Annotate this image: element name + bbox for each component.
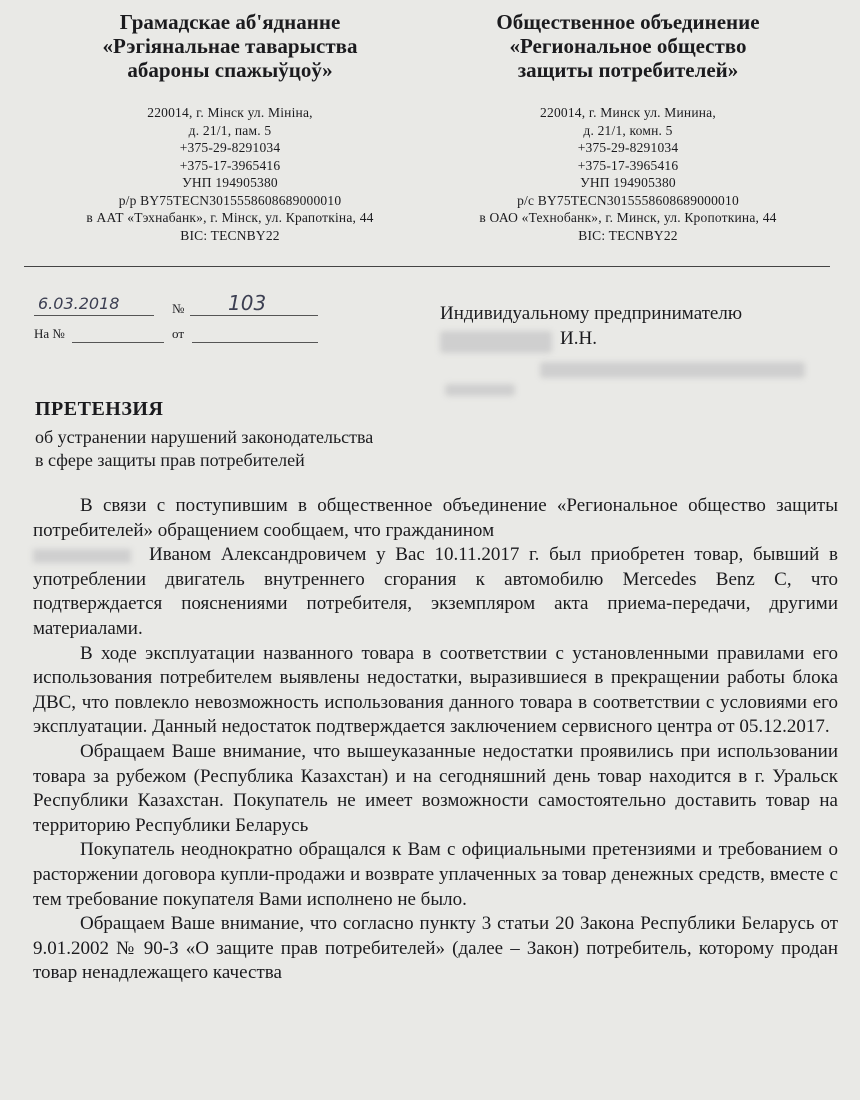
header-right [448,10,808,244]
org-address [60,104,400,244]
bic-line: BIC: TECNBY22 [578,227,678,243]
document-title: ПРЕТЕНЗИЯ [35,398,164,420]
reference-label: На № [34,326,65,341]
letter-body [33,494,838,986]
bic-line: BIC: TECNBY22 [180,227,280,243]
number-underline [190,315,318,316]
account-line: р/с BY75TECN3015558608689000010 [517,192,739,208]
org-name-line: Грамадскае аб'яднанне [119,10,341,34]
reference-underline [72,342,164,343]
phone-line: +375-29-8291034 [179,140,281,155]
document-subtitle: в сфере защиты прав потребителей [35,450,305,470]
body-paragraph: Обращаем Ваше внимание, что согласно пункту 3 статьи 20 Закона Республики Беларусь от 9.01.2002 № 90-З «О защите прав потребителей» (далее – Закон) потребитель, которому продан товар ненадлежащего качества [33,913,838,984]
body-text-span: Иваном Александровичем у Вас 10.11.2017 г. был приобретен товар, бывший в употреблении двигатель внутреннего сгорания к автомобилю Mercedes Benz C, что подтверждается пояснениями потребителя, экземпляром акта приема-передачи, другими материалами. [33,544,838,639]
bank-line: в ААТ «Тэхнабанк», г. Мінск, ул. Крапоткіна, 44 [86,210,374,225]
address-line: 220014, г. Минск ул. Минина, [540,105,716,120]
address-line: д. 21/1, комн. 5 [583,122,673,138]
outgoing-date: 6.03.2018 [38,294,120,313]
unp-line: УНП 194905380 [580,175,676,190]
org-name-line: «Региональное общество [509,34,747,58]
body-paragraph: В связи с поступившим в общественное объединение «Региональное общество защиты потребителей» обращением сообщаем, что гражданином [33,495,838,541]
phone-line: +375-17-3965416 [577,157,679,173]
recipient-title: Индивидуальному предпринимателю [440,303,743,324]
from-label: от [172,326,185,341]
body-paragraph-continued [33,543,838,641]
address-line: д. 21/1, пам. 5 [188,122,272,138]
date-underline [34,315,154,316]
recipient-initials: И.Н. [560,328,597,349]
bank-line: в ОАО «Технобанк», г. Минск, ул. Кропоткина, 44 [479,210,777,225]
document-subtitle: об устранении нарушений законодательства [35,427,374,447]
redacted-address [540,362,805,378]
body-paragraph: Покупатель неоднократно обращался к Вам с официальными претензиями и требованием о расторжении договора купли-продажи и возврате уплаченных за товар денежных средств, вместе с тем требование покупателя Вами исполнено не было. [33,839,838,910]
address-line: 220014, г. Мінск ул. Мініна, [147,105,313,120]
phone-line: +375-17-3965416 [179,157,281,173]
number-label: № [172,301,185,316]
outgoing-number: 103 [228,291,267,315]
unp-line: УНП 194905380 [182,175,278,190]
header-left [60,10,400,244]
org-name-line: «Рэгіянальнае таварыства [102,34,358,58]
redacted-surname [440,331,552,353]
header-divider [24,266,830,267]
phone-line: +375-29-8291034 [577,140,679,155]
org-name-line: Общественное объединение [496,10,760,34]
redacted-name [33,549,131,563]
org-address [448,104,808,244]
redacted-address [445,384,515,396]
org-name-line: защиты потребителей» [517,58,739,82]
body-paragraph: Обращаем Ваше внимание, что вышеуказанные недостатки проявились при использовании товара за рубежом (Республика Казахстан) и на сегодняшний день товар находится в г. Уральск Республики Казахстан. Покупатель не имеет возможности самостоятельно доставить товар на территорию Республики Беларусь [33,740,838,836]
account-line: р/р BY75TECN3015558608689000010 [118,192,342,208]
from-underline [192,342,318,343]
body-paragraph: В ходе эксплуатации названного товара в соответствии с установленными правилами его использования потребителем выявлены недостатки, выразившиеся в прекращении работы блока ДВС, что повлекло невозможность использования данного товара в соответствии с условиями его эксплуатации. Данный недостаток подтверждается заключением сервисного центра от 05.12.2017. [33,642,838,738]
org-name-line: абароны спажыўцоў» [127,58,333,82]
